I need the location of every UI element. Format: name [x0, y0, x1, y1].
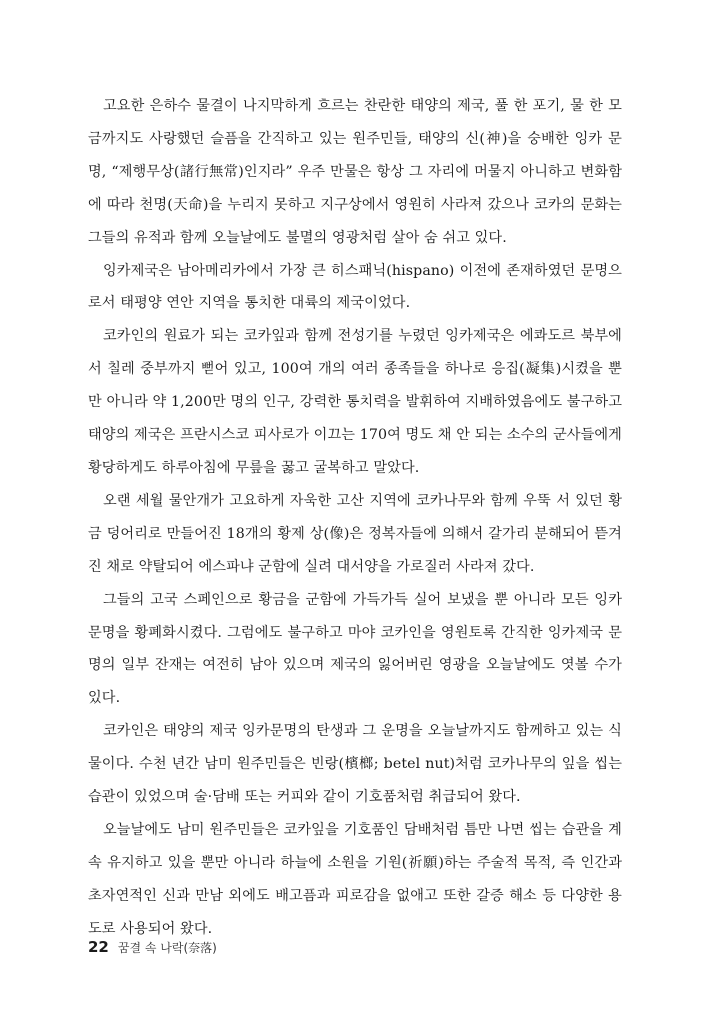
paragraph-3: 코카인의 원료가 되는 코카잎과 함께 전성기를 누렸던 잉카제국은 에콰도르 북부에서 칠레 중부까지 뻗어 있고, 100여 개의 여러 종족들을 하나로 응집(凝集)시켰을 뿐만 아니라 약 1,200만 명의 인구, 강력한 통치력을 발휘하여 지배하였음에도 불구하고 태양의 제국은 프란시스코 피사로가 이끄는 170여 명도 채 안 되는 소수의 군사들에게 황당하게도 하루아침에 무릎을 꿇고 굴복하고 말았다. [88, 328, 622, 476]
paragraph-1: 고요한 은하수 물결이 나지막하게 흐르는 찬란한 태양의 제국, 풀 한 포기, 물 한 모금까지도 사랑했던 슬픔을 간직하고 있는 원주민들, 태양의 신(神)을 숭배한 잉카 문명, “제행무상(諸行無常)인지라” 우주 만물은 항상 그 자리에 머물지 아니하고 변화함에 따라 천명(天命)을 누리지 못하고 지구상에서 영원히 사라져 갔으나 코카의 문화는 그들의 유적과 함께 오늘날에도 불멸의 영광처럼 살아 숨 쉬고 있다. [88, 98, 622, 246]
paragraph-4: 오랜 세월 물안개가 고요하게 자욱한 고산 지역에 코카나무와 함께 우뚝 서 있던 황금 덩어리로 만들어진 18개의 황제 상(像)은 정복자들에 의해서 갈가리 분해되어 뜯겨진 채로 약탈되어 에스파냐 군함에 실려 대서양을 가로질러 사라져 갔다. [88, 492, 622, 575]
body-text [88, 90, 622, 946]
page-footer [88, 938, 217, 964]
running-title: 꿈결 속 나락(奈落) [117, 941, 217, 955]
paragraph-6: 코카인은 태양의 제국 잉카문명의 탄생과 그 운명을 오늘날까지도 함께하고 있는 식물이다. 수천 년간 남미 원주민들은 빈랑(檳榔; betel nut)처럼 코카나무의 잎을 씹는 습관이 있었으며 술·담배 또는 커피와 같이 기호품처럼 취급되어 왔다. [88, 723, 622, 806]
paragraph-7: 오늘날에도 남미 원주민들은 코카잎을 기호품인 담배처럼 틈만 나면 씹는 습관을 계속 유지하고 있을 뿐만 아니라 하늘에 소원을 기원(祈願)하는 주술적 목적, 즉 인간과 초자연적인 신과 만남 외에도 배고픔과 피로감을 없애고 또한 갈증 해소 등 다양한 용도로 사용되어 왔다. [88, 821, 622, 937]
page-number: 22 [88, 938, 109, 956]
paragraph-5: 그들의 고국 스페인으로 황금을 군함에 가득가득 실어 보냈을 뿐 아니라 모든 잉카문명을 황폐화시켰다. 그럼에도 불구하고 마야 코카인을 영원토록 간직한 잉카제국 문명의 일부 잔재는 여전히 남아 있으며 제국의 잃어버린 영광을 오늘날에도 엿볼 수가 있다. [88, 591, 622, 707]
paragraph-2: 잉카제국은 남아메리카에서 가장 큰 히스패닉(hispano) 이전에 존재하였던 문명으로서 태평양 연안 지역을 통치한 대륙의 제국이었다. [88, 262, 622, 312]
